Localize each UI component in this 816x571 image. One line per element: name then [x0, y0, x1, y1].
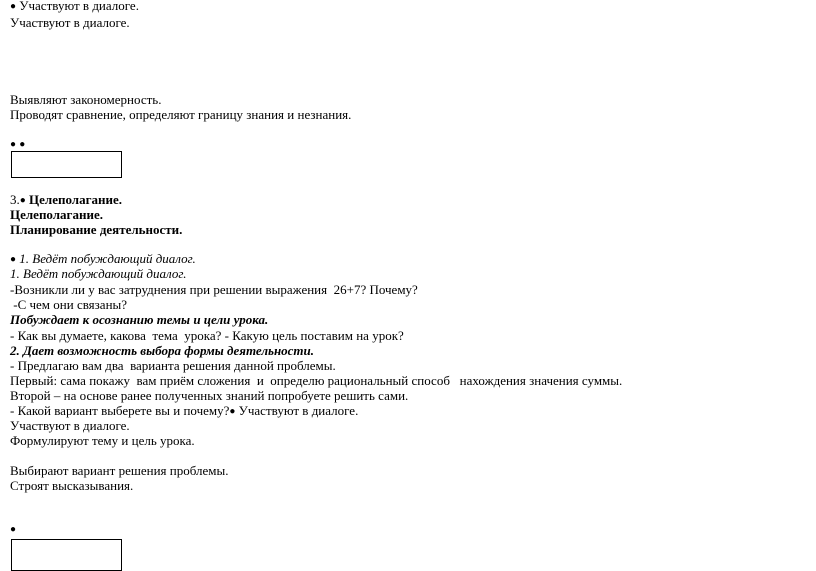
section-heading: Целеполагание.: [29, 192, 123, 207]
block2-line2: Проводят сравнение, определяют границу знания и незнания.: [10, 107, 352, 122]
bullet-icon: ●: [19, 195, 26, 206]
section-heading-repeat: Целеполагание.: [10, 207, 103, 222]
bullet-icon: ●: [10, 254, 17, 265]
section3-heading-line: [10, 192, 122, 208]
question-2: -С чем они связаны?: [10, 297, 128, 312]
section-subheading: Планирование деятельности.: [10, 222, 183, 237]
bullets-row: [10, 136, 25, 152]
question-4: - Какой вариант выберете вы и почему?: [10, 403, 230, 418]
question-1: -Возникли ли у вас затруднения при решении выражения 26+7? Почему?: [10, 282, 418, 297]
prompt-line: Побуждает к осознанию темы и цели урока.: [10, 312, 269, 327]
block1-line1-text: Участвуют в диалоге.: [19, 0, 139, 13]
bullet-icon: ●: [229, 406, 236, 417]
question-3: - Как вы думаете, какова тема урока? - Какую цель поставим на урок?: [10, 328, 404, 343]
step1: 1. Ведёт побуждающий диалог.: [10, 266, 187, 281]
question-4-line: [10, 403, 358, 419]
offer-line: - Предлагаю вам два варианта решения данной проблемы.: [10, 358, 336, 373]
block1-line1: [10, 0, 139, 14]
section-number: 3.: [10, 192, 20, 207]
block1-line2: Участвуют в диалоге.: [10, 15, 130, 30]
step1-bulleted-text: 1. Ведёт побуждающий диалог.: [19, 251, 196, 266]
step1-bulleted: [10, 251, 196, 267]
participate-line: Участвуют в диалоге.: [10, 418, 130, 433]
bullet-icon: ●: [19, 139, 26, 150]
bullet-icon: ●: [10, 1, 17, 12]
second-option: Второй – на основе ранее полученных знаний попробуете решить сами.: [10, 388, 409, 403]
build-line: Строят высказывания.: [10, 478, 134, 493]
choose-line: Выбирают вариант решения проблемы.: [10, 463, 229, 478]
empty-box-bottom: [11, 539, 122, 571]
formulate-line: Формулируют тему и цель урока.: [10, 433, 195, 448]
block2-line1: Выявляют закономерность.: [10, 92, 162, 107]
bullet-icon: ●: [10, 524, 17, 535]
empty-box: [11, 151, 122, 178]
step2: 2. Дает возможность выбора формы деятельности.: [10, 343, 315, 358]
question-4-tail: Участвуют в диалоге.: [235, 403, 359, 418]
bullet-row-bottom: [10, 521, 16, 537]
first-option: Первый: сама покажу вам приём сложения и определю рациональный способ нахождения значения суммы.: [10, 373, 623, 388]
bullet-icon: ●: [10, 139, 17, 150]
